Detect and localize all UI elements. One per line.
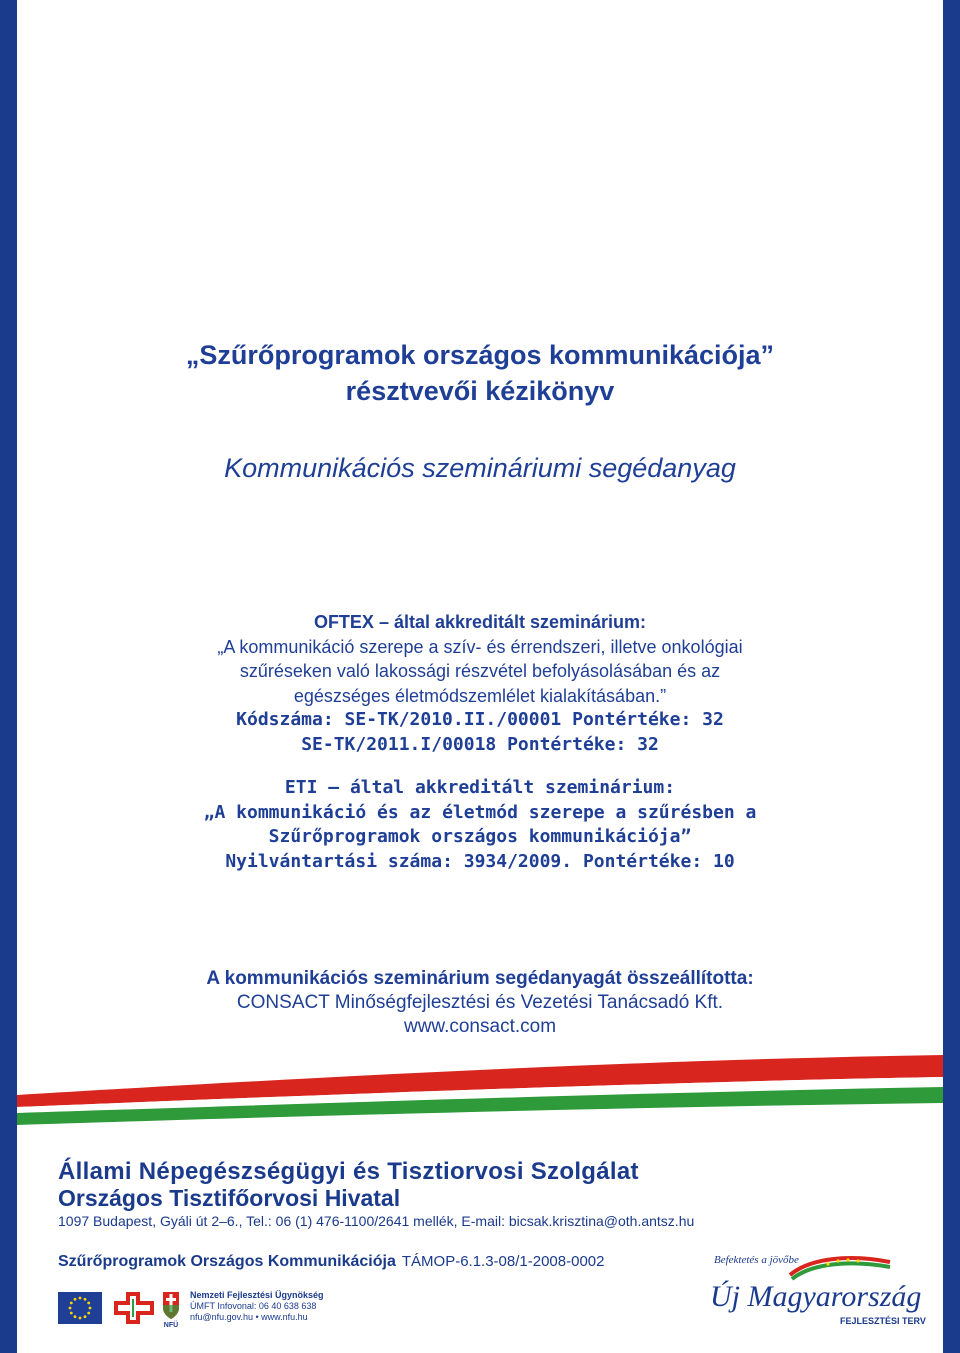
credit-heading: A kommunikációs szeminárium segédanyagát összeállította: [206, 968, 754, 989]
oftex-code-1: Kódszáma: SE-TK/2010.II./00001 Pontértéke: 32 [236, 709, 724, 730]
credit-company: CONSACT Minőségfejlesztési és Vezetési Tanácsadó Kft. [236, 992, 724, 1013]
title-line-2: résztvevői kézikönyv [345, 376, 615, 406]
nfu-phone: ÚMFT Infovonal: 06 40 638 638 [190, 1301, 317, 1311]
document-title [0, 337, 960, 409]
footer-program-code: TÁMOP-6.1.3-08/1-2008-0002 [401, 1253, 605, 1270]
oftex-line-2: szűréseken való lakossági részvétel befolyásolásában és az [239, 661, 721, 681]
umfm-name: Új Magyarország [710, 1280, 922, 1313]
tricolor-stripes-graphic [17, 1055, 943, 1135]
eti-line-3: Nyilvántartási száma: 3934/2009. Pontértéke: 10 [225, 850, 735, 872]
nfu-contact-block [190, 1290, 324, 1323]
footer-address: 1097 Budapest, Gyáli út 2–6., Tel.: 06 (1) 476-1100/2641 mellék, E-mail: bicsak.krisztina@oth.antsz.hu [58, 1213, 695, 1229]
oftex-line-3: egészséges életmódszemlélet kialakításában.” [293, 685, 667, 706]
umfm-subtitle: FEJLESZTÉSI TERV [840, 1316, 926, 1326]
nfu-name: Nemzeti Fejlesztési Ügynökség [190, 1290, 324, 1300]
oftex-line-1: „A kommunikáció szerepe a szív- és érrendszeri, illetve onkológiai [217, 636, 743, 657]
footer-org-name: Állami Népegészségügyi és Tisztiorvosi Szolgálat [58, 1158, 639, 1185]
eti-heading: ETI – által akkreditált szeminárium: [284, 777, 676, 798]
credit-website[interactable]: www.consact.com [403, 1016, 557, 1037]
oftex-code-2: SE-TK/2011.I/00018 Pontértéke: 32 [301, 733, 659, 755]
eti-line-2: Szűrőprogramok országos kommunikációja” [268, 826, 692, 847]
eu-flag-icon [58, 1292, 102, 1324]
umfm-slogan: Befektetés a jövőbe [714, 1254, 799, 1266]
footer-office-name: Országos Tisztifőorvosi Hivatal [58, 1185, 401, 1211]
nfu-crest-icon [160, 1288, 182, 1328]
oftex-heading: OFTEX – által akkreditált szeminárium: [313, 612, 647, 632]
document-subtitle: Kommunikációs szemináriumi segédanyag [224, 453, 736, 483]
footer-program-name: Szűrőprogramok Országos Kommunikációja [58, 1253, 396, 1270]
eti-line-1: „A kommunikáció és az életmód szerepe a szűrésben a [203, 801, 757, 823]
nfu-abbreviation: NFÜ [163, 1322, 179, 1328]
eti-accreditation-block [0, 776, 960, 874]
footer-program-line [58, 1253, 604, 1271]
nfu-contact: nfu@nfu.gov.hu • www.nfu.hu [190, 1312, 308, 1322]
credit-block [0, 967, 960, 1039]
health-cross-logo-icon [112, 1290, 156, 1326]
title-line-1: „Szűrőprogramok országos kommunikációja” [185, 340, 775, 370]
oftex-accreditation-block [0, 610, 960, 757]
